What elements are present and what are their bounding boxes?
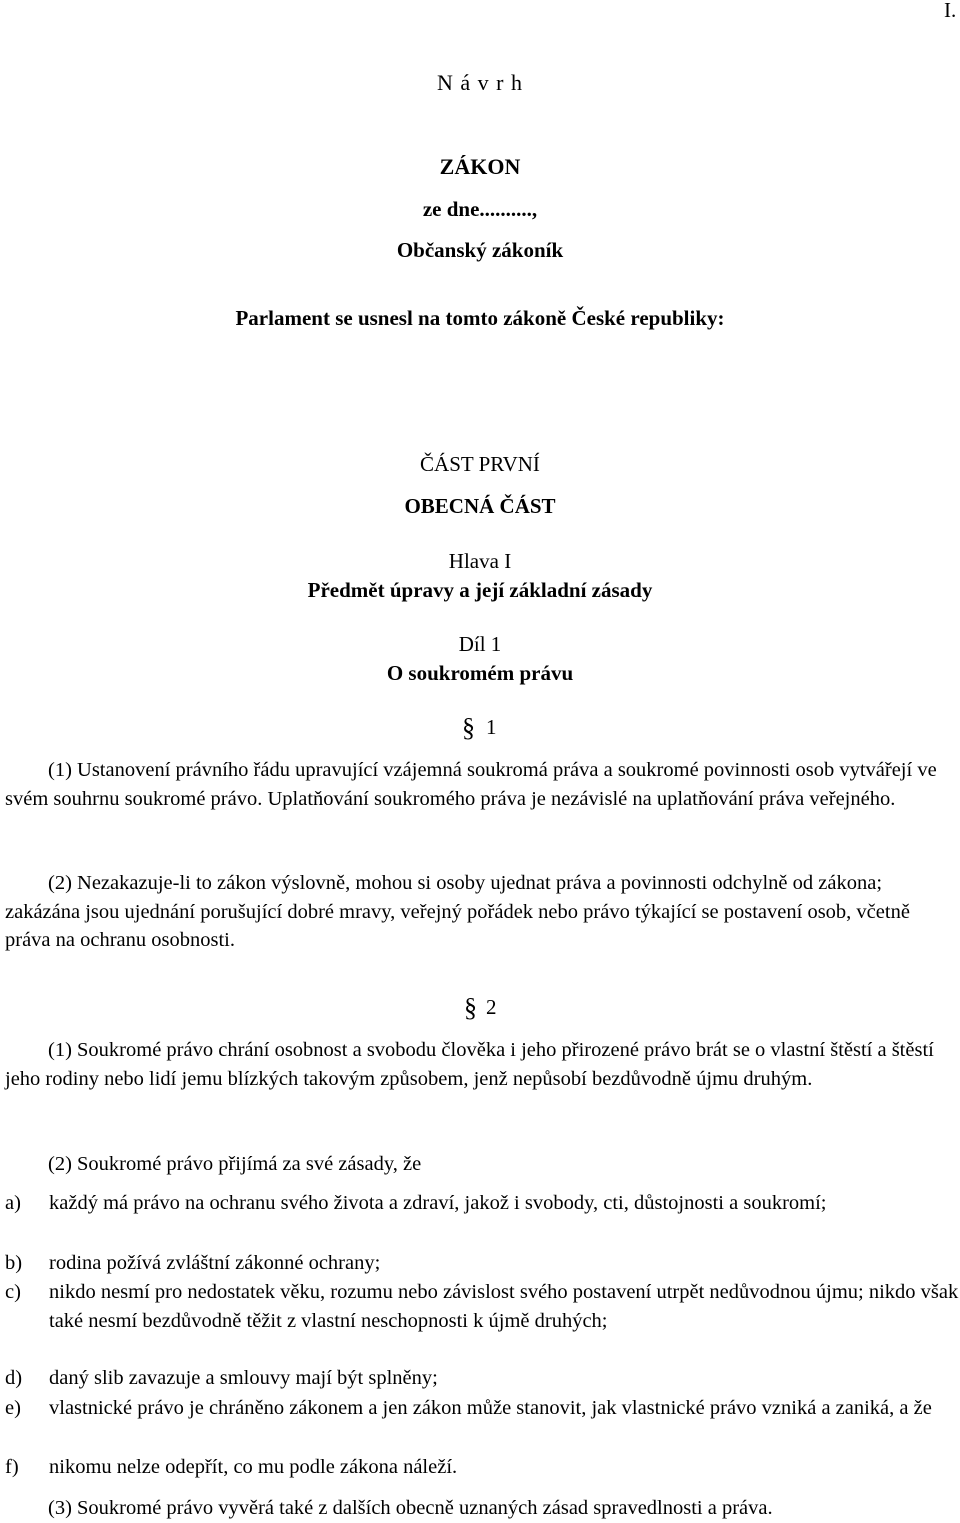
division-number: Díl 1 [458,632,502,656]
list-item-letter: c) [5,1281,21,1303]
list-item-letter: e) [5,1397,21,1419]
part-number: ČÁST PRVNÍ [420,452,540,476]
section-number: 2 [486,995,497,1019]
list-item: rodina požívá zvláštní zákonné ochrany; [49,1252,381,1274]
section-symbol: § [462,713,475,742]
list-item-letter: d) [5,1367,23,1389]
section-number: 1 [486,715,497,739]
law-heading: ZÁKON [439,154,521,179]
list-item-letter: b) [5,1252,23,1274]
closing-paragraph: (3) Soukromé právo vyvěrá také z dalších obecně uznaných zásad spravedlnosti a práva. [48,1497,773,1519]
page-marker: I. [944,0,957,22]
list-item-letter: a) [5,1192,21,1214]
list-item: daný slib zavazuje a smlouvy mají být splněny; [49,1367,438,1389]
paragraph: (2) Soukromé právo přijímá za své zásady, že [48,1153,422,1175]
law-date: ze dne.........., [422,197,538,221]
paragraph: (1) Soukromé právo chrání osobnost a svobodu člověka i jeho přirozené právo brát se o vlastní štěstí a štěstí jeho rodiny nebo lidí jemu blízkých takovým způsobem, jenž nepůsobí bezdůvodně újmu druhým. [5,1039,934,1090]
enactment-clause: Parlament se usnesl na tomto zákoně České republiky: [235,306,725,330]
chapter-number: Hlava I [448,549,512,573]
division-name: O soukromém právu [386,661,574,685]
draft-label: N á v r h [437,70,523,95]
list-item: nikdo nesmí pro nedostatek věku, rozumu nebo závislost svého postavení utrpět nedůvodnou újmu; nikdo však také nesmí bezdůvodně těžit z vlastní neschopnosti k újmě druhých; [49,1281,959,1332]
part-name: OBECNÁ ČÁST [404,494,556,518]
paragraph: (2) Nezakazuje-li to zákon výslovně, mohou si osoby ujednat práva a povinnosti odchylně od zákona; zakázána jsou ujednání porušující dobré mravy, veřejný pořádek nebo právo týkající se postavení osob, včetně práva na ochranu osobnosti. [5,872,910,951]
law-title: Občanský zákoník [396,238,564,262]
list-item-letter: f) [5,1456,19,1478]
section-symbol: § [464,993,477,1022]
list-item: vlastnické právo je chráněno zákonem a jen zákon může stanovit, jak vlastnické právo vzniká a zaniká, a že [49,1397,932,1419]
paragraph: (1) Ustanovení právního řádu upravující vzájemná soukromá práva a soukromé povinnosti osob vytvářejí ve svém souhrnu soukromé právo. Uplatňování soukromého práva je nezávislé na uplatňování práva veřejného. [5,759,937,810]
chapter-name: Předmět úpravy a její základní zásady [307,578,653,602]
list-item: nikomu nelze odepřít, co mu podle zákona náleží. [49,1456,458,1478]
list-item: každý má právo na ochranu svého života a zdraví, jakož i svobody, cti, důstojnosti a soukromí; [49,1192,827,1214]
